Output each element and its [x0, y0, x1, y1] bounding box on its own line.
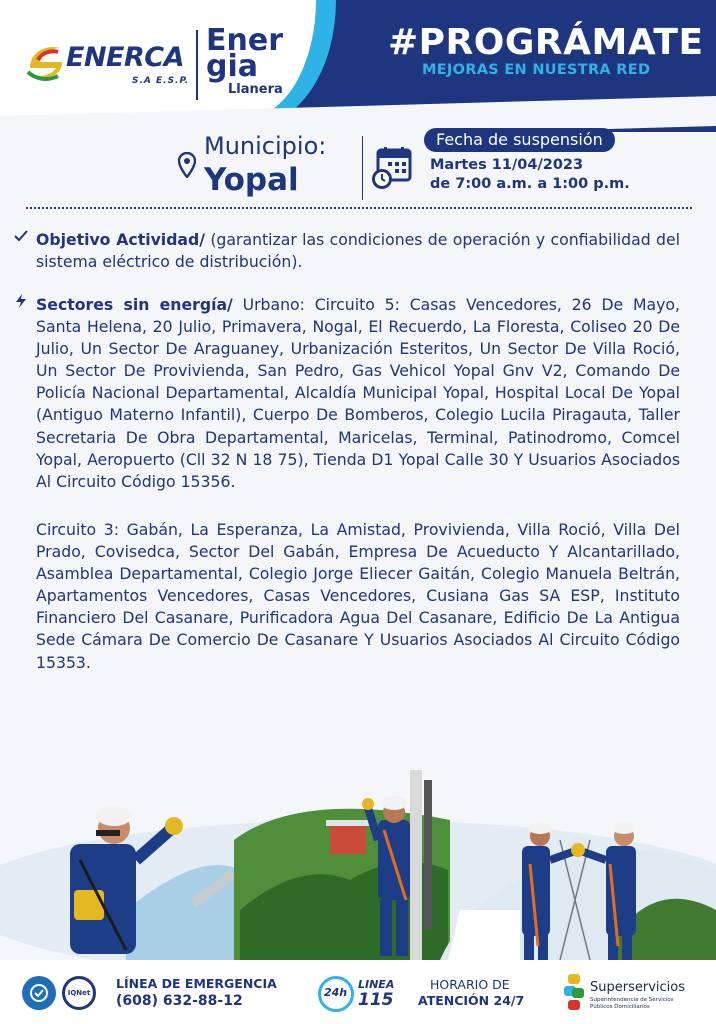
superservicios-sub-1: Superintendencia de Servicios: [590, 997, 674, 1003]
checkmark-icon: [14, 229, 28, 243]
superservicios-logo: [564, 972, 714, 1016]
calendar-clock-icon: [370, 146, 414, 190]
logo-divider: [196, 30, 198, 100]
worker-photo-3: [440, 822, 716, 960]
sectors-circuit-3: Circuito 3: Gabán, La Esperanza, La Amistad, Provivienda, Villa Roció, Villa Del Prado, Covisedca, Sector Del Gabán, Empresa De Acueducto Y Alcantarillado, Asamblea Departamental, Colegio Jorge Eliecer Gaitán, Colegio Manuela Beltrán, Apartamentos Vencedores, Casas Vencedores, Cusiana Gas SA ESP, Instituto Financiero Del Casanare, Purificadora Agua Del Casanare, Edificio De La Antigua Sede Cámara De Comercio De Casanare Y Usuarios Asociados Al Circuito Código 15353.: [36, 520, 680, 672]
municipality-label: Municipio:: [204, 132, 327, 160]
section-divider: [26, 207, 692, 209]
suspension-date: Martes 11/04/2023: [430, 157, 584, 173]
superservicios-name: Superservicios: [590, 980, 685, 995]
line-name: LINEA: [358, 978, 395, 991]
hashtag-title: #PROGRÁMATE: [388, 22, 704, 63]
municipality-block: [178, 130, 358, 200]
worker-photo-1: [70, 806, 240, 960]
line-number: 115: [358, 990, 394, 1010]
horario-value: ATENCIÓN 24/7: [418, 993, 525, 1008]
objective-title: Objetivo Actividad/: [36, 230, 205, 249]
sectors-title: Sectores sin energía/: [36, 295, 233, 314]
enerca-brand-name: ENERCA: [66, 42, 184, 73]
certification-icon: [26, 982, 52, 1004]
linea-115-logo: [318, 974, 398, 1014]
horario-label: HORARIO DE: [430, 977, 510, 992]
enerca-brand-sub: S.A E.S.P.: [132, 76, 190, 86]
icontec-label: icontec: [26, 1000, 52, 1007]
hashtag-subtitle: MEJORAS EN NUESTRA RED: [422, 62, 651, 78]
energia-line-3: Llanera: [228, 82, 283, 97]
iqnet-badge: [62, 976, 96, 1010]
superservicios-sub-2: Públicos Domiciliarios: [590, 1004, 650, 1010]
workers-photos: [0, 760, 716, 966]
suspension-time: de 7:00 a.m. a 1:00 p.m.: [430, 176, 630, 192]
energia-line-1: Ener: [206, 23, 283, 58]
line-24h: 24h: [324, 986, 348, 999]
enerca-logo: [24, 38, 194, 94]
sectors-circuit-3-paragraph: [36, 519, 680, 674]
info-divider: [362, 136, 363, 200]
iqnet-label: IQNet: [67, 989, 91, 997]
energia-line-2: gia: [206, 49, 259, 84]
sectors-circuit-5: Urbano: Circuito 5: Casas Vencedores, 26 De Mayo, Santa Helena, 20 Julio, Primavera, Nogal, El Recuerdo, La Floresta, Coliseo 20 De Julio, Un Sector De Araguaney, Urbanización Esteritos, Un Sector De Villa Roció, Un Sector De Provivienda, San Pedro, Gas Vehicol Yopal Gnv V2, Comando De Policía Nacional Departamental, Alcaldía Municipal Yopal, Hospital Local De Yopal (Antiguo Materno Infantil), Cuerpo De Bomberos, Colegio Lucila Piragauta, Taller Secretaria De Obra Departamental, Maricelas, Terminal, Patinodromo, Comcel Yopal, Aeropuerto (Cll 32 N 18 75), Tienda D1 Yopal Calle 30 Y Usuarios Asociados Al Circuito Código 15356.: [36, 295, 680, 491]
energia-llanera-logo: [206, 23, 306, 106]
municipality-value: Yopal: [204, 162, 299, 198]
emergency-line-phone[interactable]: (608) 632-88-12: [116, 993, 243, 1009]
suspension-date-badge: Fecha de suspensión: [424, 128, 615, 152]
sectors-paragraph: [36, 294, 680, 493]
worker-photo-2: [234, 770, 450, 960]
lightning-icon: [14, 294, 28, 308]
workers-photo-strip: [0, 760, 716, 966]
emergency-line-label: LÍNEA DE EMERGENCIA: [116, 976, 277, 991]
objective-paragraph: [36, 229, 680, 273]
objective-text: (garantizar las condiciones de operación y confiabilidad del sistema eléctrico de distribución).: [36, 230, 680, 272]
enerca-e-icon: [24, 38, 70, 84]
footer-bar: [0, 960, 716, 1024]
location-pin-icon: [178, 152, 196, 178]
superservicios-icon: [564, 974, 586, 1012]
